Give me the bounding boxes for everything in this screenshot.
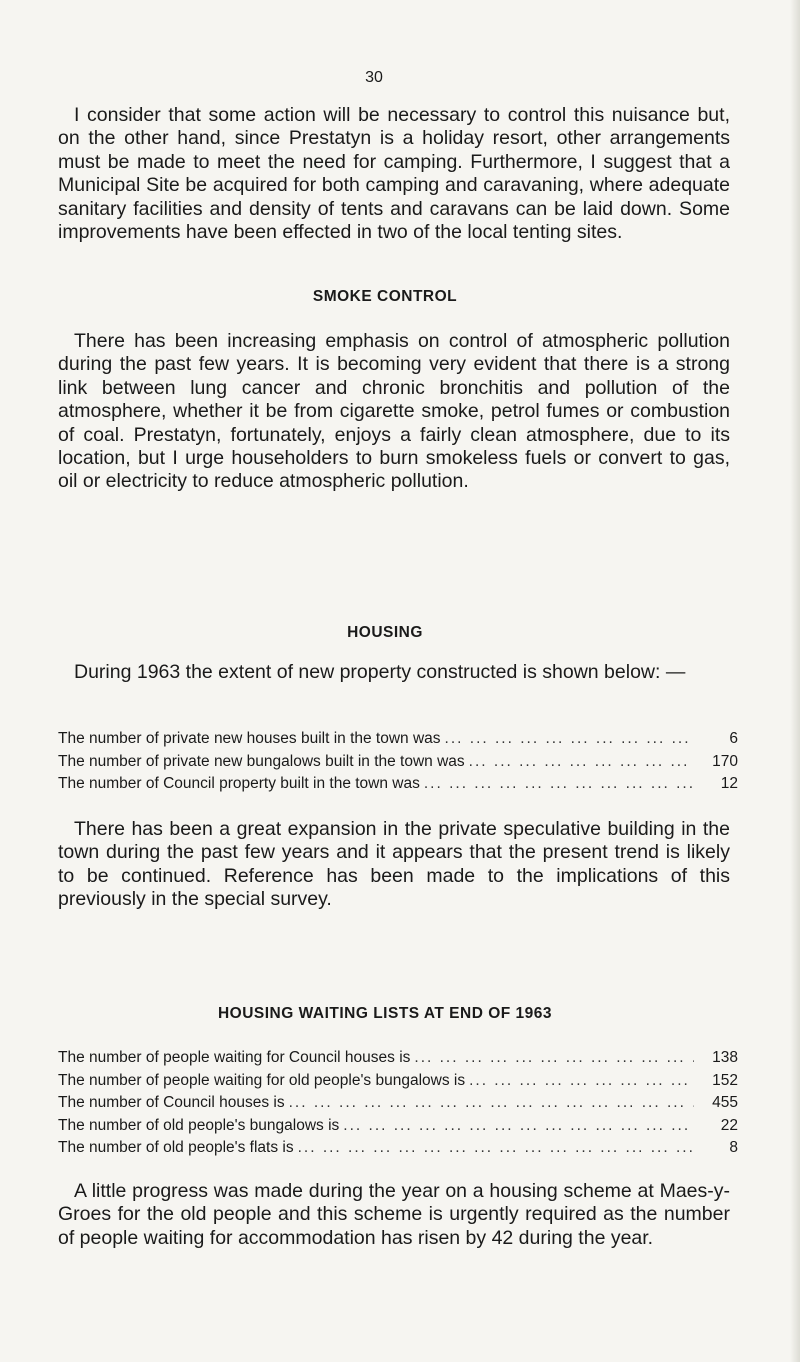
stat-label: The number of Council houses is [58,1094,285,1111]
stat-row [58,1070,738,1093]
stat-value: 170 [712,752,738,770]
housing-intro-text: During 1963 the extent of new property constructed is shown below: — [74,661,686,683]
stat-value: 12 [720,775,738,792]
leader-dots [441,728,694,751]
stat-row [58,1092,738,1115]
stat-value: 6 [729,730,738,747]
page-edge-shadow [790,0,800,1362]
waiting-lists-heading: HOUSING WAITING LISTS AT END OF 1963 [217,1005,553,1022]
stat-row [58,751,738,774]
housing-paragraph-text: There has been a great expansion in the private speculative building in the town during the past few years and it appears that the present trend is likely to be continued. Reference has been made to the implications of this previously in the special survey. [58,818,730,911]
page-number: 30 [365,69,383,86]
stat-label: The number of old people's bungalows is [58,1116,340,1134]
waiting-lists-paragraph-text: A little progress was made during the year on a housing scheme at Maes-y-Groes for the old people and this scheme is urgently required as the number of people waiting for accommodation has risen by 42 during the year. [58,1180,730,1249]
housing-intro-paragraph [58,661,730,684]
stat-label: The number of private new bungalows built in the town was [58,752,465,770]
intro-paragraph-text: I consider that some action will be necessary to control this nuisance but, on the other hand, since Prestatyn is a holiday resort, other arrangements must be made to meet the need for camping. Furthermore, I suggest that a Municipal Site be acquired for both camping and caravaning, where adequate sanitary facilities and density of tents and caravans can be laid down. Some improvements have been effected in two of the local tenting sites. [58,104,730,244]
stat-row [58,728,738,751]
leader-dots [420,773,694,796]
stat-row [58,1047,738,1070]
stat-value: 152 [712,1071,738,1089]
stat-value: 138 [712,1049,738,1066]
leader-dots [294,1137,694,1160]
housing-paragraph [58,818,730,912]
smoke-control-paragraph [58,330,730,494]
stat-row [58,773,738,796]
intro-paragraph [58,104,730,244]
stat-label: The number of old people's flats is [58,1139,294,1156]
stat-label: The number of private new houses built in the town was [58,730,441,747]
waiting-list-stats [58,1047,738,1160]
stat-label: The number of people waiting for old people's bungalows is [58,1071,466,1089]
stat-row [58,1115,738,1138]
leader-dots [410,1047,694,1070]
stat-label: The number of Council property built in the town was [58,775,420,792]
housing-heading: HOUSING [347,624,423,641]
stat-value: 22 [720,1116,738,1134]
leader-dots [285,1092,694,1115]
smoke-control-heading: SMOKE CONTROL [312,288,458,305]
smoke-control-paragraph-text: There has been increasing emphasis on control of atmospheric pollution during the past few years. It is becoming very evident that there is a strong link between lung cancer and chronic bronchitis and pollution of the atmosphere, whether it be from cigarette smoke, petrol fumes or combustion of coal. Prestatyn, fortunately, enjoys a fairly clean atmosphere, due to its location, but I urge householders to burn smokeless fuels or convert to gas, oil or electricity to reduce atmospheric pollution. [58,330,730,493]
leader-dots [465,751,694,774]
stat-row [58,1137,738,1160]
leader-dots [465,1070,694,1093]
stat-value: 8 [729,1139,738,1156]
leader-dots [339,1115,694,1138]
stat-label: The number of people waiting for Council houses is [58,1049,411,1066]
stat-value: 455 [712,1094,738,1111]
new-property-stats [58,728,738,796]
waiting-lists-paragraph [58,1180,730,1250]
